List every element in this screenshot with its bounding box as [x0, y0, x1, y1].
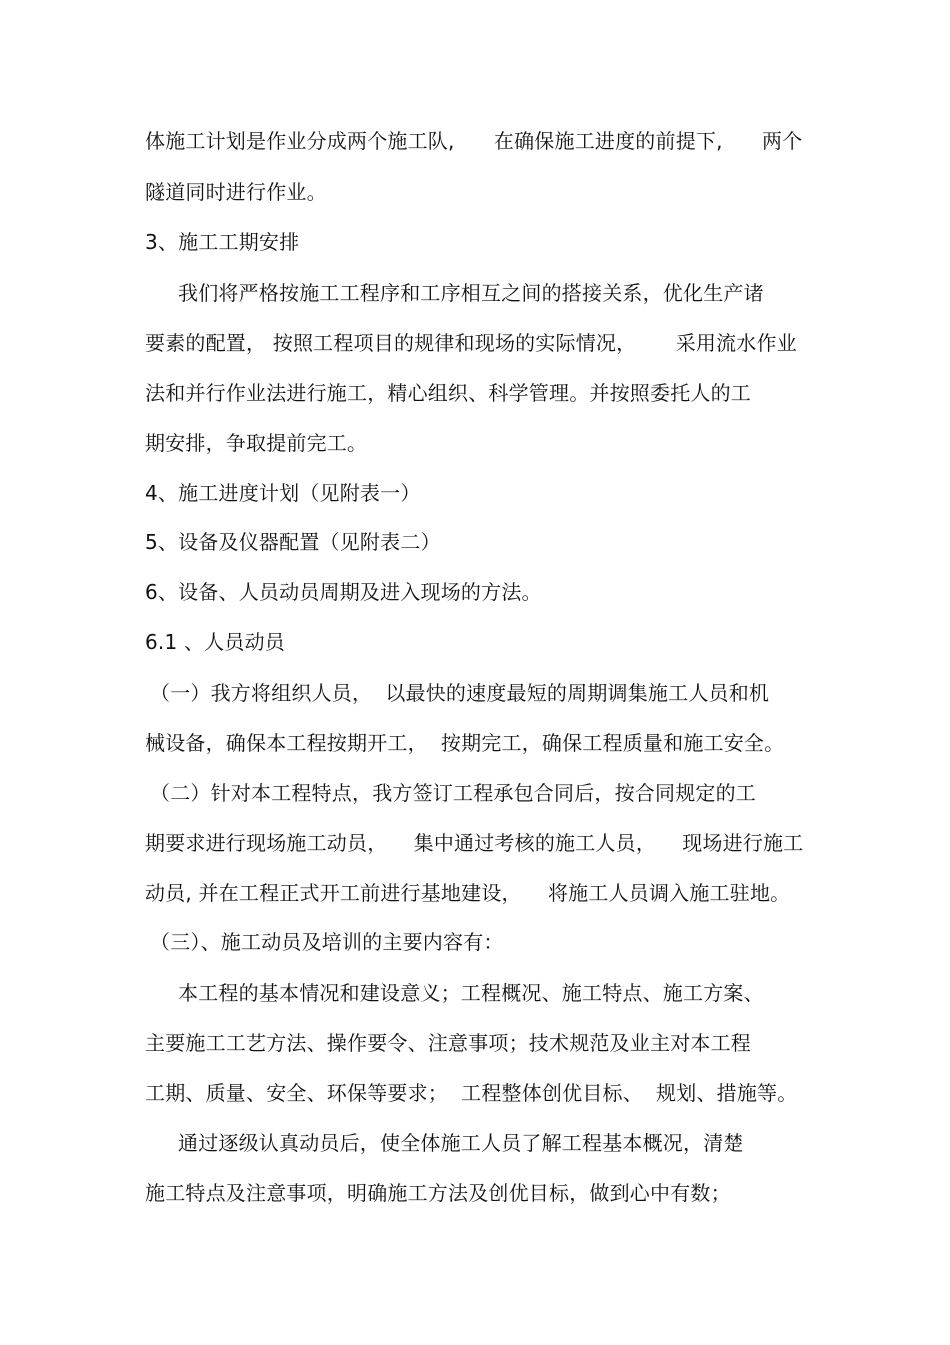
paragraph-line: 施工特点及注意事项，明确施工方法及创优目标，做到心中有数； [145, 1181, 731, 1205]
section-heading: 3、施工工期安排 [145, 230, 300, 254]
paragraph-line: （一）我方将组织人员， 以最快的速度最短的周期调集施工人员和机 [150, 681, 770, 705]
paragraph-line: 体施工计划是作业分成两个施工队, 在确保施工进度的前提下, 两个 [145, 129, 803, 153]
section-heading: 4、施工进度计划（见附表一） [145, 481, 421, 505]
paragraph-line: 期安排，争取提前完工。 [145, 431, 368, 455]
paragraph-line: 工期、质量、安全、环保等要求； 工程整体创优目标、 规划、措施等。 [145, 1081, 798, 1105]
paragraph-line: 本工程的基本情况和建设意义；工程概况、施工特点、施工方案、 [178, 981, 764, 1005]
paragraph-line: （三）、施工动员及培训的主要内容有： [150, 930, 504, 954]
section-heading: 6、设备、人员动员周期及进入现场的方法。 [145, 580, 542, 604]
paragraph-line: 法和并行作业法进行施工，精心组织、科学管理。并按照委托人的工 [145, 381, 751, 405]
paragraph-line: 械设备，确保本工程按期开工， 按期完工，确保工程质量和施工安全。 [145, 731, 785, 755]
paragraph-line: 我们将严格按施工工程序和工序相互之间的搭接关系，优化生产诸 [178, 281, 764, 305]
paragraph-line: 主要施工工艺方法、操作要令、注意事项；技术规范及业主对本工程 [145, 1031, 751, 1055]
paragraph-line: 隧道同时进行作业。 [145, 180, 327, 204]
paragraph-line: 要素的配置， 按照工程项目的规律和现场的实际情况， 采用流水作业 [145, 331, 797, 355]
paragraph-line: 通过逐级认真动员后，使全体施工人员了解工程基本概况，清楚 [178, 1131, 744, 1155]
section-heading: 5、设备及仪器配置（见附表二） [145, 530, 441, 554]
paragraph-line: 动员, 并在工程正式开工前进行基地建设， 将施工人员调入施工驻地。 [145, 881, 791, 905]
paragraph-line: 期要求进行现场施工动员， 集中通过考核的施工人员， 现场进行施工 [145, 831, 804, 855]
paragraph-line: （二）针对本工程特点，我方签订工程承包合同后，按合同规定的工 [150, 781, 756, 805]
subsection-heading: 6.1 、人员动员 [145, 630, 285, 654]
